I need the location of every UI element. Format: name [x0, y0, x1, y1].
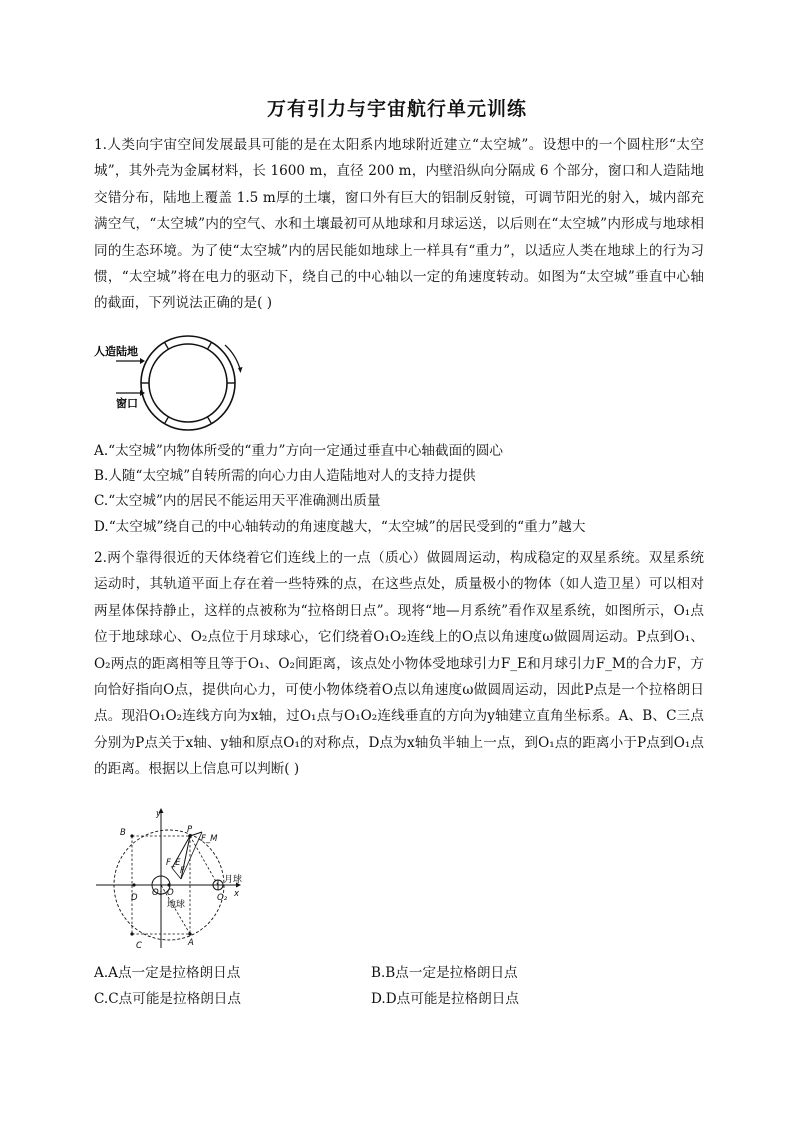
rotation-arrowhead [238, 367, 243, 373]
label-o2: O₂ [217, 893, 228, 903]
outer-ring [141, 336, 235, 430]
label-f: F [180, 866, 185, 876]
q1-option-d: D.“太空城”绕自己的中心轴转动的角速度越大，“太空城”的居民受到的“重力”越大 [94, 519, 586, 535]
label-moon: 月球 [224, 875, 243, 885]
label-c: C [136, 941, 142, 951]
earth-moon-lagrange-figure [94, 803, 254, 953]
page-title: 万有引力与宇宙航行单元训练 [266, 98, 527, 120]
q2-option-c: C.C点可能是拉格朗日点 [94, 991, 241, 1007]
q2-option-a: A.A点一定是拉格朗日点 [94, 965, 241, 981]
label-window: 窗口 [116, 397, 138, 410]
q1-option-c: C.“太空城”内的居民不能运用天平准确测出质量 [94, 493, 381, 509]
label-o: O [167, 888, 174, 898]
label-p: P [187, 825, 193, 835]
q2-option-b: B.B点一定是拉格朗日点 [371, 965, 518, 981]
label-x: x [234, 889, 240, 899]
label-y: y [156, 809, 162, 819]
question-1-stem: 1.人类向宇宙空间发展最具可能的是在太阳系内地球附近建立“太空城”。设想中的一个圆柱形“太空城”，其外壳为金属材料，长 1600 m，直径 200 m，内壁沿纵向分隔成 6 个部分，窗口和人造陆地交错分布，陆地上覆盖 1.5 m厚的土壤，窗口外有巨大的铝制反射镜，可调节阳光的射入，城内部充满空气，“太空城”内的空气、水和土壤最初可从地球和月球运送，以后则在“太空城”内形成与地球相同的生态环境。为了使“太空城”内的居民能如地球上一样具有“重力”，以适应人类在地球上的行为习惯，“太空城”将在电力的驱动下，绕自己的中心轴以一定的角速度转动。如图为“太空城”垂直中心轴的截面，下列说法正确的是( ) [94, 137, 704, 312]
label-earth: 地球 [167, 900, 186, 910]
label-a: A [188, 938, 194, 948]
q1-option-a: A.“太空城”内物体所受的“重力”方向一定通过垂直中心轴截面的圆心 [94, 443, 503, 459]
label-fe: F_E [166, 858, 181, 868]
label-o1: O₁ [152, 888, 163, 898]
space-city-cross-section-figure [92, 333, 252, 433]
q1-option-b: B.人随“太空城”自转所需的向心力由人造陆地对人的支持力提供 [94, 468, 476, 484]
label-fm: F_M [201, 834, 218, 844]
label-artificial-land: 人造陆地 [94, 345, 138, 358]
label-b: B [120, 828, 126, 838]
question-2-stem: 2.两个靠得很近的天体绕着它们连线上的一点（质心）做圆周运动，构成稳定的双星系统。双星系统运动时，其轨道平面上存在着一些特殊的点，在这些点处，质量极小的物体（如人造卫星）可以相对两星体保持静止，这样的点被称为“拉格朗日点”。现将“地—月系统”看作双星系统，如图所示，O₁点位于地球球心、O₂点位于月球球心，它们绕着O₁O₂连线上的O点以角速度ω做圆周运动。P点到O₁、O₂两点的距离相等且等于O₁、O₂间距离，该点处小物体受地球引力F_E和月球引力F_M的合力F，方向恰好指向O点，提供向心力，可使小物体绕着O点以角速度ω做圆周运动，因此P点是一个拉格朗日点。现沿O₁O₂连线方向为x轴，过O₁点与O₁O₂连线垂直的方向为y轴建立直角坐标系。A、B、C三点分别为P点关于x轴、y轴和原点O₁的对称点，D点为x轴负半轴上一点，到O₁点的距离小于P点到O₁点的距离。根据以上信息可以判断( ) [94, 550, 704, 778]
ring-segment-dividers [141, 342, 235, 423]
q2-option-d: D.D点可能是拉格朗日点 [371, 991, 519, 1007]
inner-ring [149, 344, 227, 422]
label-d: D [131, 893, 138, 903]
